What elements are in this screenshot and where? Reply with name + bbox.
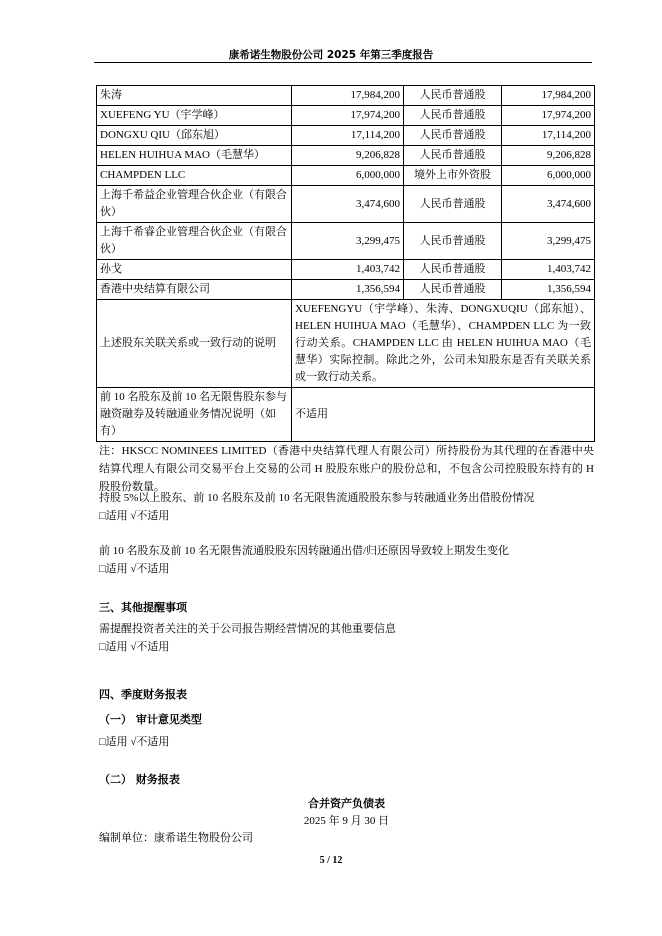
- shareholders-table: [96, 85, 595, 442]
- audit-opinion-options: □适用 √不适用: [99, 736, 170, 748]
- share-type: 境外上市外资股: [404, 166, 502, 186]
- shareholder-shares: 6,000,000: [292, 166, 404, 186]
- shareholder-name: XUEFENG YU（宇学峰）: [97, 106, 292, 126]
- margin-trading-row: [97, 388, 595, 442]
- shareholder-row: [97, 186, 595, 223]
- margin-trading-text: 不适用: [292, 388, 595, 442]
- shareholders-table-body: [97, 86, 595, 300]
- shareholder-name: 上海千希益企业管理合伙企业（有限合伙）: [97, 186, 292, 223]
- share-count: 6,000,000: [502, 166, 595, 186]
- share-type: 人民币普通股: [404, 260, 502, 280]
- shareholder-row: [97, 260, 595, 280]
- shareholder-name: 上海千希睿企业管理合伙企业（有限合伙）: [97, 223, 292, 260]
- shareholder-row: [97, 86, 595, 106]
- share-type: 人民币普通股: [404, 223, 502, 260]
- section3-options: □适用 √不适用: [99, 641, 170, 653]
- page-number: 5 / 12: [319, 855, 343, 866]
- shareholder-shares: 3,299,475: [292, 223, 404, 260]
- section3-heading: 三、其他提醒事项: [99, 601, 187, 614]
- shareholder-shares: 17,974,200: [292, 106, 404, 126]
- shareholder-shares: 17,114,200: [292, 126, 404, 146]
- shareholder-name: 孙戈: [97, 260, 292, 280]
- share-count: 3,474,600: [502, 186, 595, 223]
- share-type: 人民币普通股: [404, 280, 502, 300]
- share-count: 17,114,200: [502, 126, 595, 146]
- change-options: □适用 √不适用: [99, 563, 170, 575]
- shareholder-row: [97, 166, 595, 186]
- relation-text: XUEFENGYU（宇学峰）、朱涛、DONGXUQIU（邱东旭）、HELEN HUIHUA MAO（毛慧华）、CHAMPDEN LLC 为一致行动关系。CHAMPDEN LLC 由 HELEN HUIHUA MAO（毛慧华）实际控制。除此之外，公司未知股东是否有关联关系或一致行动关系。: [292, 300, 595, 388]
- relation-row: [97, 300, 595, 388]
- page-header: 康希诺生物股份公司 2025 年第三季度报告: [228, 49, 434, 61]
- preparer: 编制单位：康希诺生物股份公司: [99, 832, 253, 844]
- shareholder-row: [97, 146, 595, 166]
- shareholder-shares: 3,474,600: [292, 186, 404, 223]
- margin-trading-label: 前 10 名股东及前 10 名无限售股东参与融资融券及转融通业务情况说明（如有）: [97, 388, 292, 442]
- shareholder-shares: 9,206,828: [292, 146, 404, 166]
- shareholder-row: [97, 126, 595, 146]
- share-count: 1,356,594: [502, 280, 595, 300]
- share-count: 17,984,200: [502, 86, 595, 106]
- shareholder-shares: 17,984,200: [292, 86, 404, 106]
- shareholder-row: [97, 106, 595, 126]
- lending-options: □适用 √不适用: [99, 510, 170, 522]
- share-type: 人民币普通股: [404, 126, 502, 146]
- hkscc-note: 注：HKSCC NOMINEES LIMITED（香港中央结算代理人有限公司）所持股份为其代理的在香港中央结算代理人有限公司交易平台上交易的公司 H 股股东账户的股份总和，不包含公司控股股东持有的 H 股股份数量。: [99, 445, 594, 493]
- shareholder-name: 香港中央结算有限公司: [97, 280, 292, 300]
- share-count: 9,206,828: [502, 146, 595, 166]
- shareholder-shares: 1,403,742: [292, 260, 404, 280]
- shareholder-name: DONGXU QIU（邱东旭）: [97, 126, 292, 146]
- header-rule: [94, 62, 592, 63]
- shareholder-row: [97, 280, 595, 300]
- balance-sheet-date: 2025 年 9 月 30 日: [303, 815, 390, 827]
- section4-heading: 四、季度财务报表: [99, 688, 187, 701]
- share-type: 人民币普通股: [404, 186, 502, 223]
- financial-statements-heading: （二） 财务报表: [99, 773, 180, 786]
- shareholder-shares: 1,356,594: [292, 280, 404, 300]
- change-title: 前 10 名股东及前 10 名无限售流通股股东因转融通出借/归还原因导致较上期发生变化: [99, 545, 510, 557]
- section3-text: 需提醒投资者关注的关于公司报告期经营情况的其他重要信息: [99, 623, 396, 635]
- share-count: 1,403,742: [502, 260, 595, 280]
- relation-label: 上述股东关联关系或一致行动的说明: [97, 300, 292, 388]
- share-type: 人民币普通股: [404, 106, 502, 126]
- share-count: 17,974,200: [502, 106, 595, 126]
- shareholder-row: [97, 223, 595, 260]
- balance-sheet-title: 合并资产负债表: [308, 797, 385, 810]
- share-count: 3,299,475: [502, 223, 595, 260]
- audit-opinion-heading: （一） 审计意见类型: [99, 713, 202, 726]
- shareholder-name: HELEN HUIHUA MAO（毛慧华）: [97, 146, 292, 166]
- lending-title: 持股 5%以上股东、前 10 名股东及前 10 名无限售流通股股东参与转融通业务出借股份情况: [99, 492, 535, 504]
- shareholder-name: 朱涛: [97, 86, 292, 106]
- share-type: 人民币普通股: [404, 86, 502, 106]
- share-type: 人民币普通股: [404, 146, 502, 166]
- shareholder-name: CHAMPDEN LLC: [97, 166, 292, 186]
